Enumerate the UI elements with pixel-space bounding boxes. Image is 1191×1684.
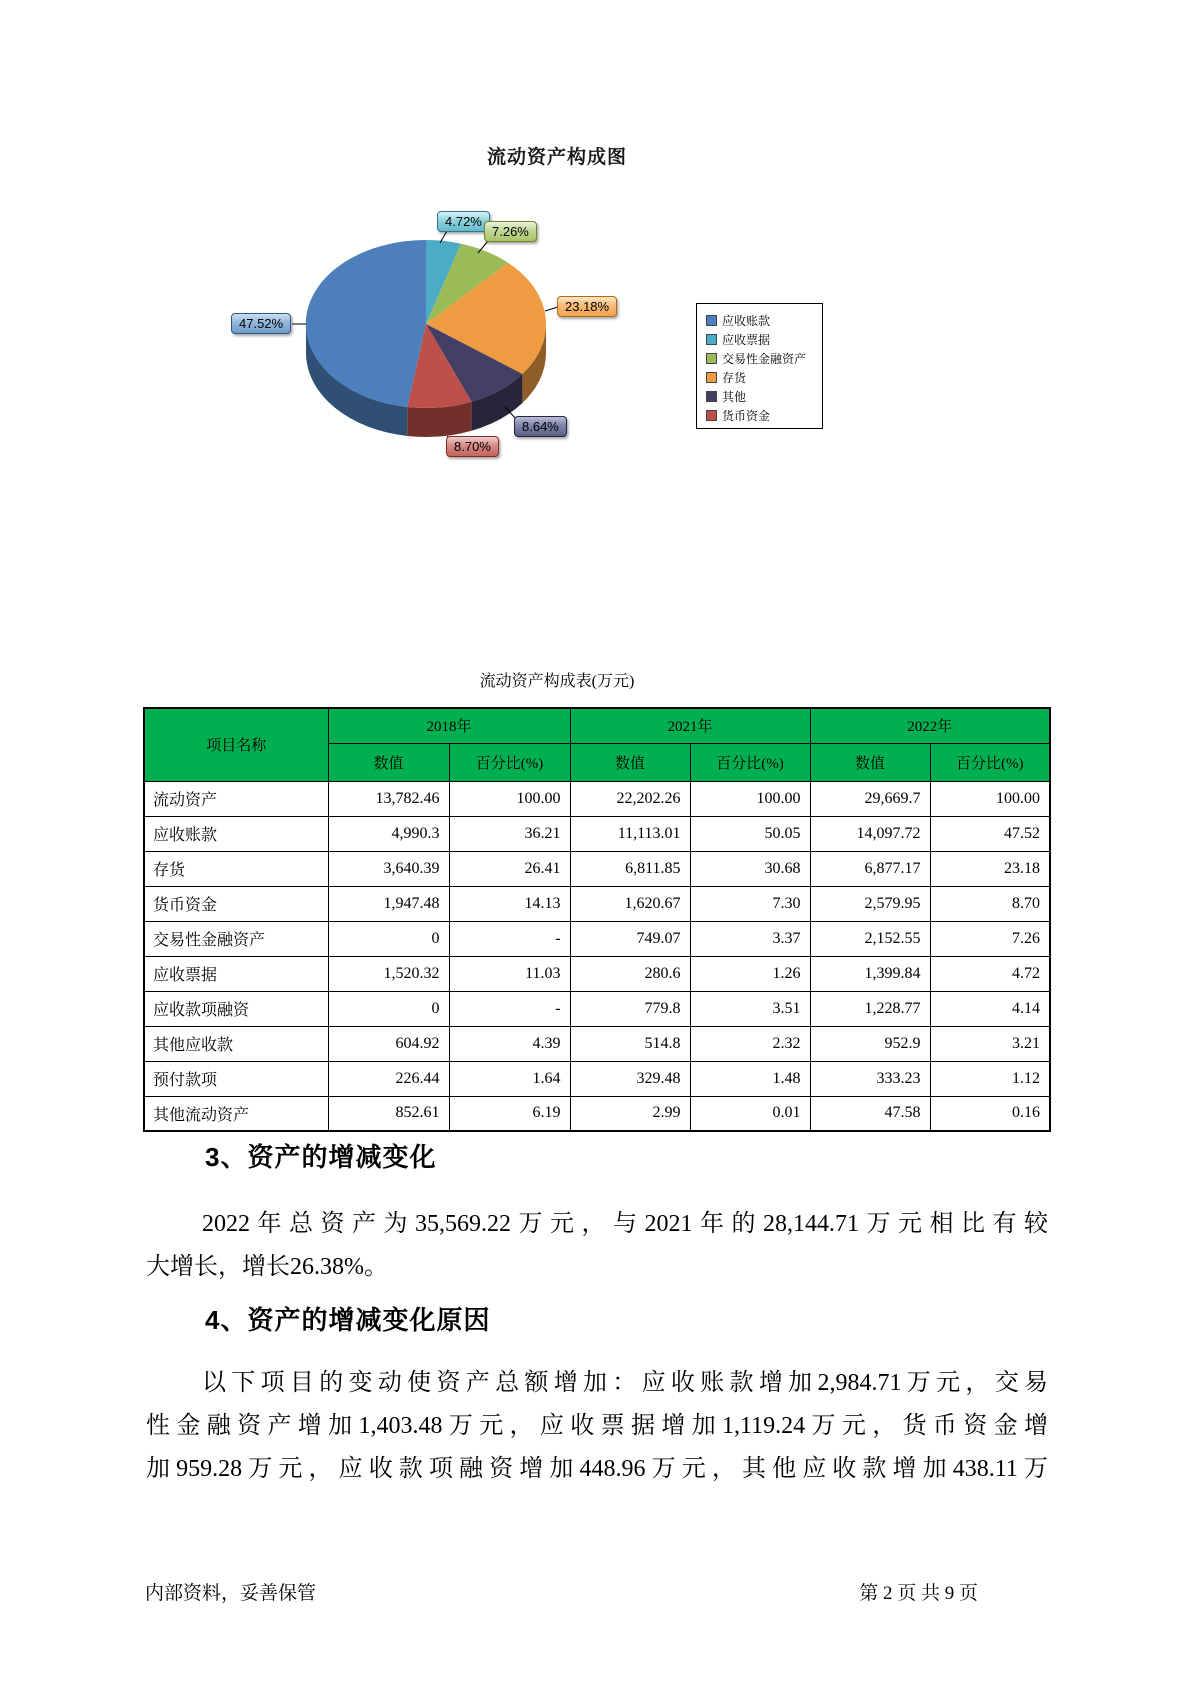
cell-2021-percent: 100.00 bbox=[690, 781, 810, 816]
legend-item-cash bbox=[706, 406, 818, 425]
row-label: 应收票据 bbox=[144, 956, 328, 991]
cell-2018-value: 604.92 bbox=[328, 1026, 449, 1061]
cell-2022-value: 2,579.95 bbox=[810, 886, 930, 921]
header-value-col: 数值 bbox=[810, 743, 930, 781]
cell-2018-value: 852.61 bbox=[328, 1096, 449, 1131]
cell-2021-value: 749.07 bbox=[570, 921, 690, 956]
table-row-notes-receivable bbox=[144, 956, 1050, 991]
cell-2022-percent: 47.52 bbox=[930, 816, 1050, 851]
header-item-col: 项目名称 bbox=[144, 708, 328, 781]
table-row-prepayments bbox=[144, 1061, 1050, 1096]
footer-page-number: 第 2 页 共 9 页 bbox=[859, 1583, 978, 1604]
row-label: 货币资金 bbox=[144, 886, 328, 921]
legend-swatch-icon bbox=[706, 315, 717, 326]
cell-2021-percent: 3.51 bbox=[690, 991, 810, 1026]
header-value-col: 数值 bbox=[328, 743, 449, 781]
cell-2018-value: 0 bbox=[328, 921, 449, 956]
footer-confidential-note: 内部资料，妥善保管 bbox=[145, 1583, 317, 1604]
row-label: 存货 bbox=[144, 851, 328, 886]
section-4-paragraph bbox=[146, 1362, 1048, 1491]
cell-2021-value: 6,811.85 bbox=[570, 851, 690, 886]
cell-2018-percent: 4.39 bbox=[449, 1026, 570, 1061]
cell-2022-percent: 23.18 bbox=[930, 851, 1050, 886]
table-row-other-receivables bbox=[144, 1026, 1050, 1061]
legend-item-accounts-receivable bbox=[706, 311, 818, 330]
header-year-2021: 2021年 bbox=[570, 708, 810, 743]
cell-2021-percent: 30.68 bbox=[690, 851, 810, 886]
legend-label: 应收账款 bbox=[722, 314, 771, 328]
paragraph-line: 2022年总资产为35,569.22万元，与2021年的28,144.71万元相比有较 bbox=[202, 1211, 1048, 1237]
row-label: 应收款项融资 bbox=[144, 991, 328, 1026]
row-label: 流动资产 bbox=[144, 781, 328, 816]
row-label: 其他应收款 bbox=[144, 1026, 328, 1061]
cell-2018-percent: - bbox=[449, 991, 570, 1026]
cell-2021-value: 329.48 bbox=[570, 1061, 690, 1096]
cell-2018-value: 226.44 bbox=[328, 1061, 449, 1096]
chart-title: 流动资产构成图 bbox=[486, 147, 627, 168]
cell-2021-percent: 7.30 bbox=[690, 886, 810, 921]
cell-2021-percent: 1.48 bbox=[690, 1061, 810, 1096]
cell-2018-percent: 36.21 bbox=[449, 816, 570, 851]
cell-2021-value: 280.6 bbox=[570, 956, 690, 991]
legend-label: 交易性金融资产 bbox=[722, 352, 807, 366]
cell-2022-percent: 4.72 bbox=[930, 956, 1050, 991]
table-row-receivables-financing bbox=[144, 991, 1050, 1026]
header-value-col: 数值 bbox=[570, 743, 690, 781]
cell-2022-percent: 1.12 bbox=[930, 1061, 1050, 1096]
header-year-2018: 2018年 bbox=[328, 708, 570, 743]
pie-callout-other: 8.64% bbox=[514, 416, 567, 437]
pie-callout-notes-receivable: 4.72% bbox=[437, 211, 490, 232]
cell-2021-percent: 3.37 bbox=[690, 921, 810, 956]
cell-2018-value: 4,990.3 bbox=[328, 816, 449, 851]
paragraph-line: 大增长，增长26.38%。 bbox=[146, 1254, 388, 1280]
paragraph-line: 性金融资产增加1,403.48万元，应收票据增加1,119.24万元，货币资金增 bbox=[146, 1413, 1048, 1439]
cell-2018-percent: 11.03 bbox=[449, 956, 570, 991]
cell-2018-percent: 1.64 bbox=[449, 1061, 570, 1096]
legend-swatch-icon bbox=[706, 391, 717, 402]
legend-item-inventory bbox=[706, 368, 818, 387]
legend-item-notes-receivable bbox=[706, 330, 818, 349]
cell-2022-value: 6,877.17 bbox=[810, 851, 930, 886]
chart-legend bbox=[696, 303, 823, 429]
cell-2021-value: 22,202.26 bbox=[570, 781, 690, 816]
cell-2022-value: 333.23 bbox=[810, 1061, 930, 1096]
pie-callout-accounts-receivable: 47.52% bbox=[231, 313, 291, 334]
cell-2021-percent: 0.01 bbox=[690, 1096, 810, 1131]
cell-2021-percent: 2.32 bbox=[690, 1026, 810, 1061]
legend-item-other bbox=[706, 387, 818, 406]
cell-2022-value: 952.9 bbox=[810, 1026, 930, 1061]
cell-2022-percent: 100.00 bbox=[930, 781, 1050, 816]
section-heading-3: 3、资产的增减变化 bbox=[205, 1142, 437, 1172]
table-row-accounts-receivable bbox=[144, 816, 1050, 851]
cell-2021-value: 2.99 bbox=[570, 1096, 690, 1131]
table-row-trading-financial-assets bbox=[144, 921, 1050, 956]
cell-2018-percent: 100.00 bbox=[449, 781, 570, 816]
cell-2021-value: 514.8 bbox=[570, 1026, 690, 1061]
cell-2022-percent: 4.14 bbox=[930, 991, 1050, 1026]
pie-callout-cash: 8.70% bbox=[446, 436, 499, 457]
table-row-cash bbox=[144, 886, 1050, 921]
row-label: 交易性金融资产 bbox=[144, 921, 328, 956]
header-percent-col: 百分比(%) bbox=[930, 743, 1050, 781]
cell-2018-value: 13,782.46 bbox=[328, 781, 449, 816]
cell-2018-value: 0 bbox=[328, 991, 449, 1026]
cell-2021-value: 11,113.01 bbox=[570, 816, 690, 851]
cell-2018-percent: 14.13 bbox=[449, 886, 570, 921]
legend-label: 应收票据 bbox=[722, 333, 771, 347]
row-label: 预付款项 bbox=[144, 1061, 328, 1096]
pie-callout-inventory: 23.18% bbox=[557, 296, 617, 317]
legend-swatch-icon bbox=[706, 410, 717, 421]
cell-2021-value: 1,620.67 bbox=[570, 886, 690, 921]
table-title: 流动资产构成表(万元) bbox=[479, 673, 635, 690]
legend-swatch-icon bbox=[706, 334, 717, 345]
cell-2022-value: 1,399.84 bbox=[810, 956, 930, 991]
pie-callout-trading-assets: 7.26% bbox=[484, 221, 537, 242]
table-row-other-current-assets bbox=[144, 1096, 1050, 1131]
pie-chart bbox=[150, 200, 750, 470]
legend-swatch-icon bbox=[706, 353, 717, 364]
table-row-total-current-assets bbox=[144, 781, 1050, 816]
legend-swatch-icon bbox=[706, 372, 717, 383]
table-header-row-years bbox=[144, 708, 1050, 743]
current-assets-table bbox=[143, 707, 1051, 1132]
cell-2022-percent: 7.26 bbox=[930, 921, 1050, 956]
legend-item-trading-assets bbox=[706, 349, 818, 368]
section-heading-4: 4、资产的增减变化原因 bbox=[205, 1305, 491, 1335]
paragraph-line: 加959.28万元，应收款项融资增加448.96万元，其他应收款增加438.11万 bbox=[146, 1456, 1048, 1482]
cell-2022-value: 47.58 bbox=[810, 1096, 930, 1131]
header-year-2022: 2022年 bbox=[810, 708, 1050, 743]
legend-label: 存货 bbox=[722, 371, 747, 385]
cell-2018-percent: - bbox=[449, 921, 570, 956]
section-3-paragraph bbox=[146, 1203, 1048, 1289]
header-percent-col: 百分比(%) bbox=[690, 743, 810, 781]
cell-2022-value: 14,097.72 bbox=[810, 816, 930, 851]
cell-2018-value: 3,640.39 bbox=[328, 851, 449, 886]
cell-2018-value: 1,520.32 bbox=[328, 956, 449, 991]
row-label: 应收账款 bbox=[144, 816, 328, 851]
cell-2018-percent: 6.19 bbox=[449, 1096, 570, 1131]
header-percent-col: 百分比(%) bbox=[449, 743, 570, 781]
cell-2018-value: 1,947.48 bbox=[328, 886, 449, 921]
table-row-inventory bbox=[144, 851, 1050, 886]
cell-2021-value: 779.8 bbox=[570, 991, 690, 1026]
row-label: 其他流动资产 bbox=[144, 1096, 328, 1131]
cell-2021-percent: 50.05 bbox=[690, 816, 810, 851]
cell-2022-value: 29,669.7 bbox=[810, 781, 930, 816]
cell-2018-percent: 26.41 bbox=[449, 851, 570, 886]
cell-2022-percent: 0.16 bbox=[930, 1096, 1050, 1131]
cell-2022-percent: 3.21 bbox=[930, 1026, 1050, 1061]
paragraph-line: 以下项目的变动使资产总额增加：应收账款增加2,984.71万元，交易 bbox=[202, 1370, 1048, 1396]
cell-2022-value: 1,228.77 bbox=[810, 991, 930, 1026]
cell-2022-percent: 8.70 bbox=[930, 886, 1050, 921]
legend-label: 其他 bbox=[722, 390, 747, 404]
cell-2021-percent: 1.26 bbox=[690, 956, 810, 991]
cell-2022-value: 2,152.55 bbox=[810, 921, 930, 956]
legend-label: 货币资金 bbox=[722, 409, 771, 423]
